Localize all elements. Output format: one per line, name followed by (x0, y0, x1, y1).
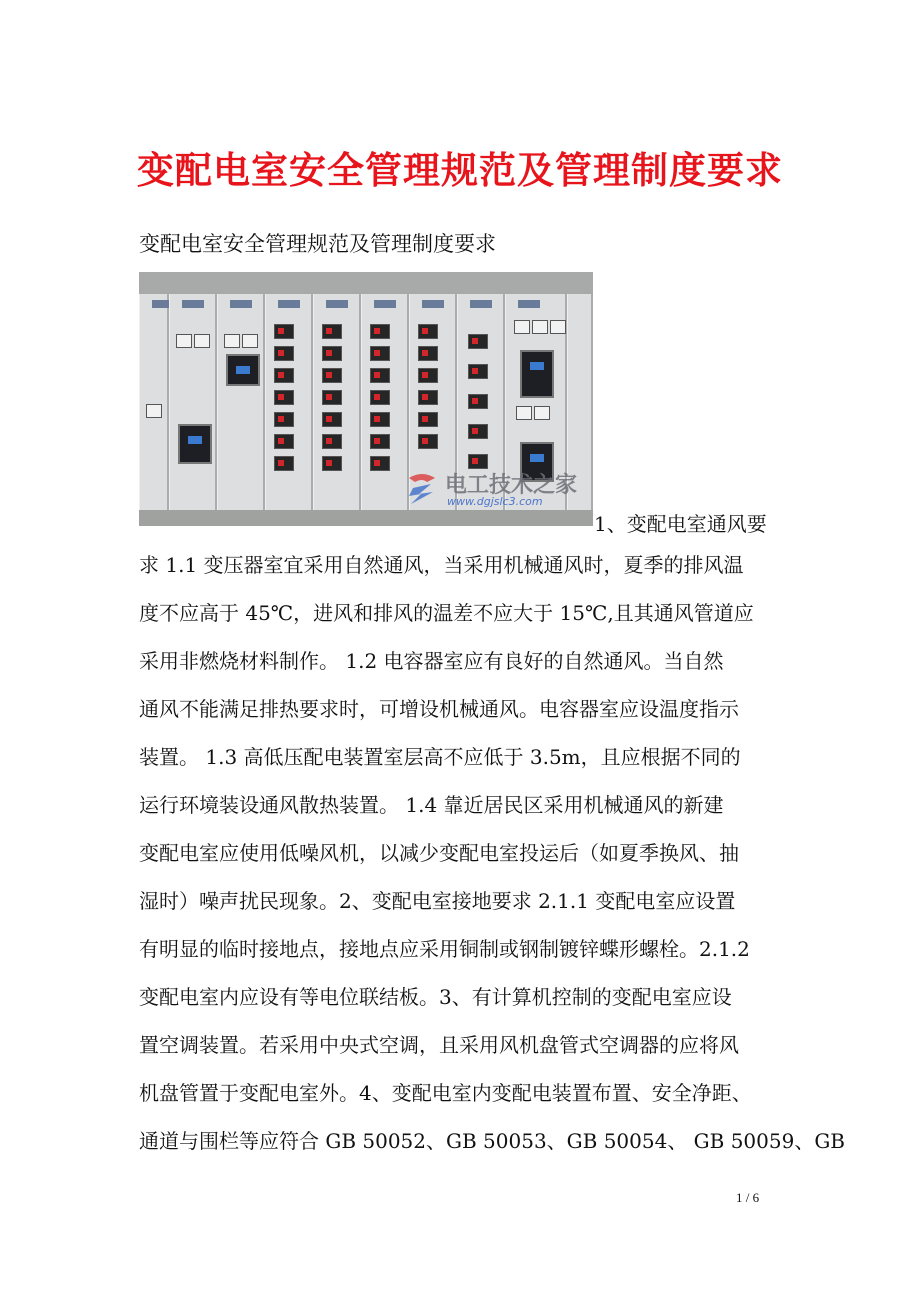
cabinet (217, 294, 265, 514)
body-line: 有明显的临时接地点，接地点应采用铜制或钢制镀锌蝶形螺栓。2.1.2 (139, 937, 750, 961)
cabinet (169, 294, 217, 514)
watermark (405, 468, 587, 512)
page-number: 1 / 6 (736, 1190, 760, 1205)
cabinet (265, 294, 313, 514)
switchgear-photo (139, 272, 593, 526)
watermark-logo-icon (405, 470, 439, 506)
body-line: 置空调装置。若采用中央式空调，且采用风机盘管式空调器的应将风 (139, 1033, 739, 1057)
body-line: 求 1.1 变压器室宜采用自然通风，当采用机械通风时，夏季的排风温 (139, 553, 744, 577)
body-line: 通风不能满足排热要求时，可增设机械通风。电容器室应设温度指示 (139, 697, 739, 721)
body-line: 湿时）噪声扰民现象。2、变配电室接地要求 2.1.1 变配电室应设置 (139, 889, 736, 913)
cabinet (313, 294, 361, 514)
body-line: 机盘管置于变配电室外。4、变配电室内变配电装置布置、安全净距、 (139, 1081, 752, 1105)
body-line: 变配电室内应设有等电位联结板。3、有计算机控制的变配电室应设 (139, 985, 732, 1009)
body-line: 度不应高于 45℃，进风和排风的温差不应大于 15℃,且其通风管道应 (139, 601, 754, 625)
photo-floor (139, 510, 593, 526)
cabinet (139, 294, 169, 514)
watermark-text: 电工技术之家 (445, 473, 578, 498)
document-subtitle: 变配电室安全管理规范及管理制度要求 (139, 232, 496, 256)
cabinet (361, 294, 409, 514)
body-line: 装置。 1.3 高低压配电装置室层高不应低于 3.5m，且应根据不同的 (139, 745, 741, 769)
document-title: 变配电室安全管理规范及管理制度要求 (137, 148, 783, 192)
body-line: 变配电室应使用低噪风机，以减少变配电室投运后（如夏季换风、抽 (139, 841, 739, 865)
body-line: 1、变配电室通风要 (594, 512, 767, 536)
body-line: 采用非燃烧材料制作。 1.2 电容器室应有良好的自然通风。当自然 (139, 649, 724, 673)
body-line: 通道与围栏等应符合 GB 50052、GB 50053、GB 50054、 GB 50059、GB (139, 1129, 846, 1153)
body-line: 运行环境装设通风散热装置。 1.4 靠近居民区采用机械通风的新建 (139, 793, 724, 817)
watermark-url: www.dgjslc3.com (447, 495, 543, 508)
